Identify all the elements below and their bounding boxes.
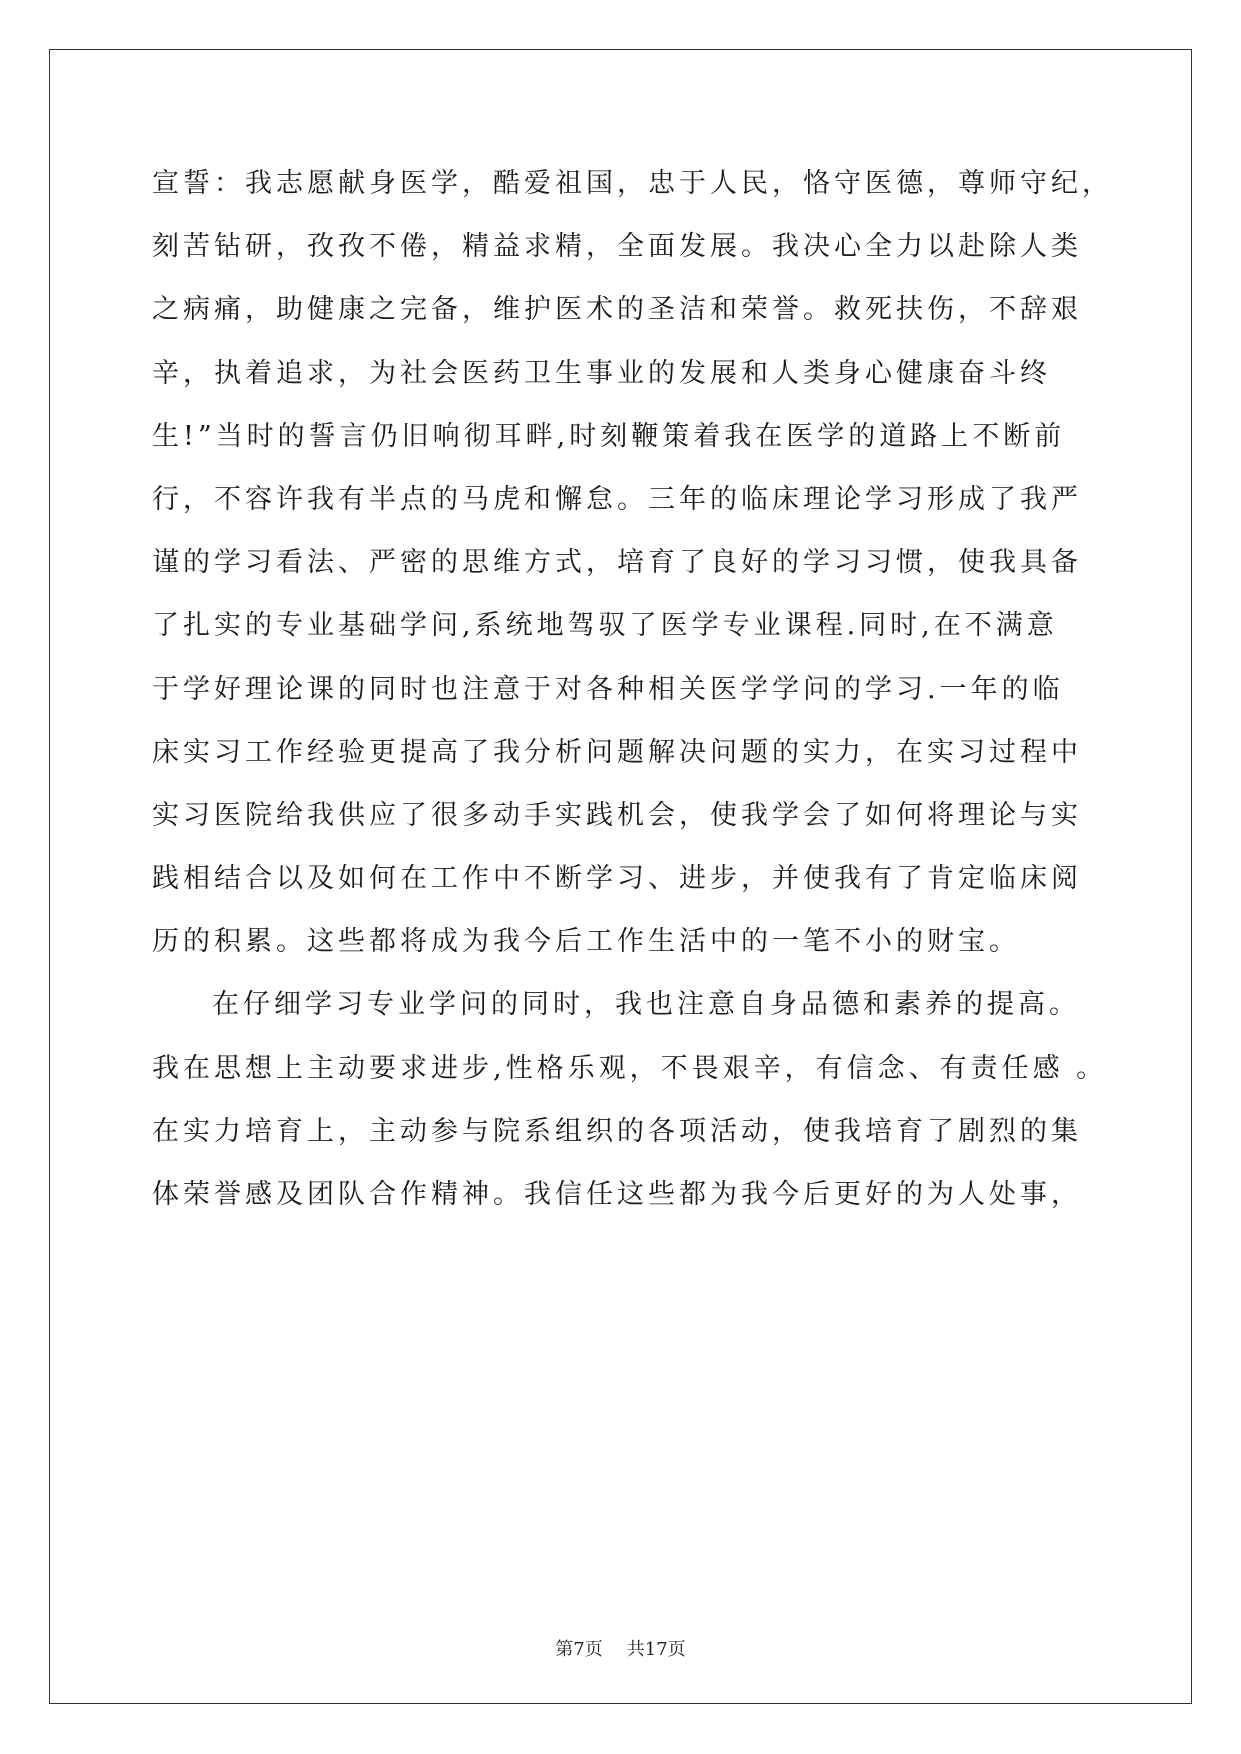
text-line: 刻苦钻研，孜孜不倦，精益求精，全面发展。我决心全力以赴除人类 [152, 231, 1082, 263]
page-total: 共17页 [626, 1639, 686, 1660]
text-line: 历的积累。这些都将成为我今后工作生活中的一笔不小的财宝。 [152, 926, 1020, 958]
document-body [152, 152, 1113, 1226]
text-line: 我在思想上主动要求进步,性格乐观，不畏艰辛，有信念、有责任感 。 [152, 1052, 1108, 1084]
text-line: 辛，执着追求，为社会医药卫生事业的发展和人类身心健康奋斗终 [152, 357, 1051, 389]
page-number: 第7页 [555, 1639, 603, 1660]
text-line: 实习医院给我供应了很多动手实践机会，使我学会了如何将理论与实 [152, 799, 1082, 831]
text-line: 于学好理论课的同时也注意于对各种相关医学学问的学习.一年的临 [152, 673, 1064, 705]
text-line: 践相结合以及如何在工作中不断学习、进步，并使我有了肯定临床阅 [152, 863, 1082, 895]
text-line: 了扎实的专业基础学问,系统地驾驭了医学专业课程.同时,在不满意 [152, 610, 1058, 642]
text-line: 生!”当时的誓言仍旧响彻耳畔,时刻鞭策着我在医学的道路上不断前 [152, 420, 1066, 452]
text-line: 之病痛，助健康之完备，维护医术的圣洁和荣誉。救死扶伤，不辞艰 [152, 294, 1082, 326]
paragraph-start-line: 在仔细学习专业学问的同时，我也注意自身品德和素养的提高。 [212, 989, 1080, 1021]
text-line: 谨的学习看法、严密的思维方式，培育了良好的学习习惯，使我具备 [152, 547, 1082, 579]
text-line: 在实力培育上，主动参与院系组织的各项活动，使我培育了剧烈的集 [152, 1115, 1082, 1147]
text-line: 体荣誉感及团队合作精神。我信任这些都为我今后更好的为人处事， [152, 1179, 1082, 1210]
page-footer [0, 1635, 1241, 1661]
text-line: 宣誓：我志愿献身医学，酷爱祖国，忠于人民，恪守医德，尊师守纪， [152, 168, 1113, 199]
text-line: 行，不容许我有半点的马虎和懈怠。三年的临床理论学习形成了我严 [152, 483, 1082, 515]
text-line: 床实习工作经验更提高了我分析问题解决问题的实力，在实习过程中 [152, 736, 1082, 768]
